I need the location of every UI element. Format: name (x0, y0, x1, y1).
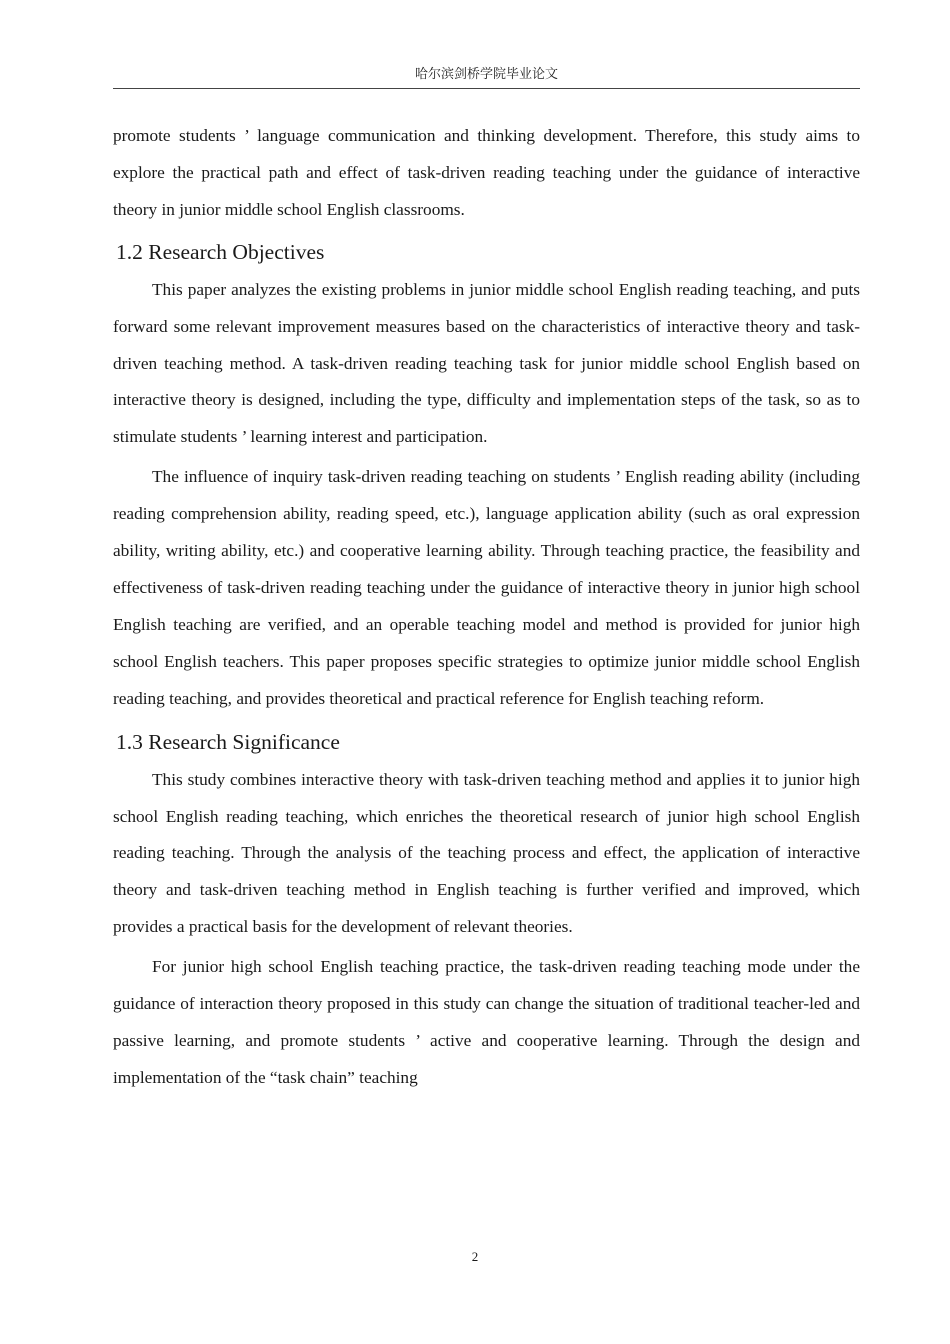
objectives-paragraph-1: This paper analyzes the existing problems in junior middle school English reading teaching, and puts forward some relevant improvement measures based on the characteristics of interactive theory and task-driven teaching method. A task-driven reading teaching task for junior middle school English based on interactive theory is designed, including the type, difficulty and implementation steps of the task, so as to stimulate students ’ learning interest and participation. (113, 279, 860, 447)
header-rule (113, 88, 860, 89)
running-header: 哈尔滨剑桥学院毕业论文 (414, 67, 558, 82)
section-heading-research-objectives: 1.2 Research Objectives (116, 239, 325, 264)
objectives-paragraph-2: The influence of inquiry task-driven reading teaching on students ’ English reading ability (including reading comprehension ability, reading speed, etc.), language application ability (such as oral expression ability, writing ability, etc.) and cooperative learning ability. Through teaching practice, the feasibility and effectiveness of task-driven reading teaching under the guidance of interactive theory in junior high school English teaching are verified, and an operable teaching model and method is provided for junior high school English teachers. This paper proposes specific strategies to optimize junior middle school English reading teaching, and provides theoretical and practical reference for English teaching reform. (113, 467, 860, 708)
significance-paragraph-2: For junior high school English teaching practice, the task-driven reading teaching mode under the guidance of interaction theory proposed in this study can change the situation of traditional teacher-led and passive learning, and promote students ’ active and cooperative learning. Through the design and implementation of the “task chain” teaching (113, 957, 860, 1087)
page-body (113, 118, 860, 1097)
page-number: 2 (471, 1249, 479, 1264)
significance-paragraph-1: This study combines interactive theory with task-driven teaching method and applies it to junior high school English reading teaching, which enriches the theoretical research of junior high school English reading teaching. Through the analysis of the teaching process and effect, the application of interactive theory and task-driven teaching method in English teaching is further verified and improved, which provides a practical basis for the development of relevant theories. (113, 769, 860, 937)
intro-paragraph-tail: promote students ’ language communication and thinking development. Therefore, this study aims to explore the practical path and effect of task-driven reading teaching under the guidance of interactive theory in junior middle school English classrooms. (113, 126, 860, 219)
section-heading-research-significance: 1.3 Research Significance (116, 729, 340, 754)
